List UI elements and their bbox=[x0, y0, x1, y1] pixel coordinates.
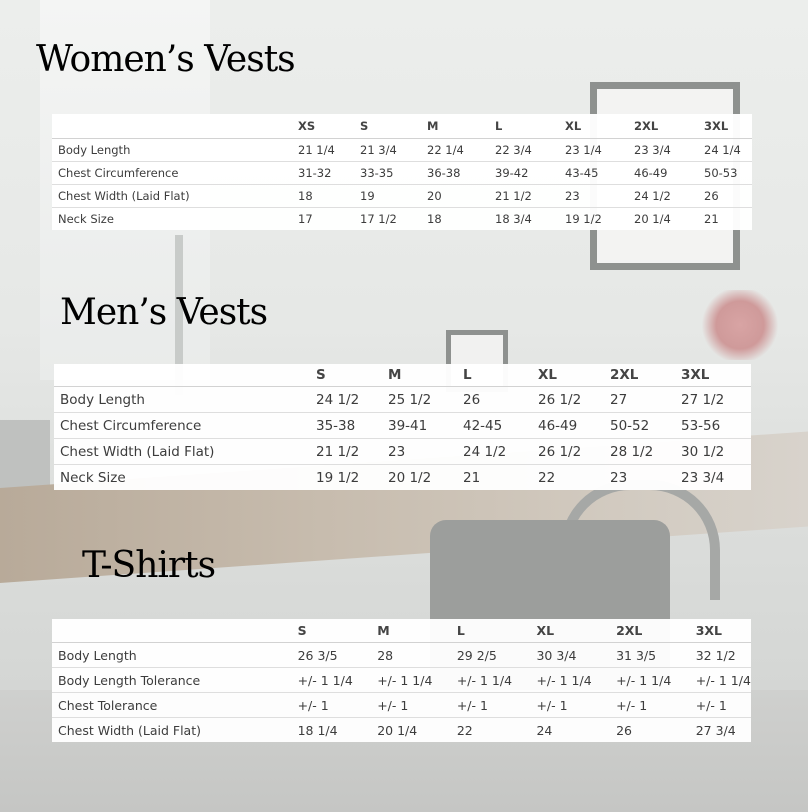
measurement-label: Neck Size bbox=[58, 212, 114, 226]
measurement-value: +/- 1 1/4 bbox=[377, 668, 457, 693]
measurement-value: 17 bbox=[298, 212, 313, 226]
measurement-value: 24 1/2 bbox=[634, 185, 704, 208]
size-header-3xl: 3XL bbox=[696, 619, 751, 643]
size-header-s: S bbox=[316, 364, 388, 387]
measurement-value: 24 bbox=[536, 722, 553, 738]
measurement-value: 27 1/2 bbox=[681, 387, 751, 413]
measurement-value: 20 1/4 bbox=[634, 212, 671, 226]
measurement-value: 39-41 bbox=[388, 413, 463, 439]
measurement-value: 23 3/4 bbox=[681, 469, 725, 486]
header-corner-cell bbox=[52, 114, 298, 139]
womens-vests-heading: Women’s Vests bbox=[36, 39, 295, 80]
measurement-value: 31-32 bbox=[298, 162, 360, 185]
measurement-value: 23 1/4 bbox=[565, 139, 634, 162]
measurement-value: 20 1/2 bbox=[388, 469, 432, 486]
measurement-value: 23 bbox=[388, 439, 463, 465]
measurement-value: 21 1/4 bbox=[298, 139, 360, 162]
mens-vests-size-table bbox=[54, 364, 751, 490]
measurement-value: 24 1/4 bbox=[704, 139, 752, 162]
measurement-value: 36-38 bbox=[427, 162, 495, 185]
size-header-s: S bbox=[298, 619, 378, 643]
table-row bbox=[54, 387, 751, 413]
measurement-value: 31 3/5 bbox=[616, 643, 696, 668]
measurement-value: 35-38 bbox=[316, 413, 388, 439]
measurement-value: 30 3/4 bbox=[536, 643, 616, 668]
measurement-value: +/- 1 1/4 bbox=[536, 668, 616, 693]
measurement-value: 27 3/4 bbox=[695, 722, 736, 738]
size-header-row bbox=[54, 364, 751, 387]
header-corner-cell bbox=[52, 619, 298, 643]
table-row bbox=[52, 643, 751, 668]
measurement-value: 26 bbox=[463, 387, 538, 413]
measurement-value: 28 bbox=[377, 643, 457, 668]
measurement-value: 23 bbox=[610, 469, 628, 486]
measurement-value: 46-49 bbox=[538, 413, 610, 439]
size-header-2xl: 2XL bbox=[616, 619, 696, 643]
measurement-value: +/- 1 1/4 bbox=[457, 668, 537, 693]
measurement-value: 50-53 bbox=[704, 162, 752, 185]
measurement-value: 46-49 bbox=[634, 162, 704, 185]
measurement-value: 23 3/4 bbox=[634, 139, 704, 162]
measurement-value: 22 1/4 bbox=[427, 139, 495, 162]
measurement-value: 23 bbox=[565, 185, 634, 208]
measurement-value: 27 bbox=[610, 387, 681, 413]
size-header-row bbox=[52, 114, 752, 139]
size-header-l: L bbox=[495, 114, 565, 139]
size-header-xl: XL bbox=[536, 619, 616, 643]
measurement-value: 19 bbox=[360, 185, 427, 208]
table-row bbox=[54, 465, 751, 491]
size-header-s: S bbox=[360, 114, 427, 139]
measurement-label: Chest Width (Laid Flat) bbox=[52, 185, 298, 208]
measurement-value: 21 bbox=[463, 469, 481, 486]
measurement-label: Body Length bbox=[52, 643, 298, 668]
size-header-row bbox=[52, 619, 751, 643]
measurement-value: 50-52 bbox=[610, 413, 681, 439]
measurement-label: Chest Circumference bbox=[54, 413, 316, 439]
measurement-value: +/- 1 1/4 bbox=[298, 668, 378, 693]
size-header-l: L bbox=[457, 619, 537, 643]
measurement-value: 18 3/4 bbox=[495, 212, 532, 226]
measurement-value: 28 1/2 bbox=[610, 439, 681, 465]
measurement-value: 39-42 bbox=[495, 162, 565, 185]
size-header-3xl: 3XL bbox=[681, 364, 751, 387]
measurement-value: 53-56 bbox=[681, 413, 751, 439]
measurement-value: 22 bbox=[538, 469, 556, 486]
measurement-value: 20 bbox=[427, 185, 495, 208]
measurement-value: 20 1/4 bbox=[377, 722, 418, 738]
size-header-xl: XL bbox=[565, 114, 634, 139]
measurement-value: 26 bbox=[704, 185, 752, 208]
tshirts-size-table bbox=[52, 619, 751, 742]
size-header-m: M bbox=[377, 619, 457, 643]
table-row bbox=[52, 693, 751, 718]
measurement-label: Chest Circumference bbox=[52, 162, 298, 185]
womens-vests-size-table bbox=[52, 114, 752, 230]
measurement-value: 21 bbox=[704, 212, 719, 226]
measurement-value: 18 bbox=[427, 212, 442, 226]
table-row bbox=[52, 668, 751, 693]
measurement-value: 17 1/2 bbox=[360, 212, 397, 226]
measurement-value: 42-45 bbox=[463, 413, 538, 439]
size-header-xl: XL bbox=[538, 364, 610, 387]
measurement-value: 29 2/5 bbox=[457, 643, 537, 668]
measurement-value: 21 3/4 bbox=[360, 139, 427, 162]
table-row bbox=[52, 208, 752, 231]
measurement-value: +/- 1 bbox=[616, 693, 696, 718]
table-row bbox=[52, 162, 752, 185]
header-corner-cell bbox=[54, 364, 316, 387]
measurement-value: 19 1/2 bbox=[565, 212, 602, 226]
measurement-value: +/- 1 1/4 bbox=[616, 668, 696, 693]
measurement-value: 30 1/2 bbox=[681, 439, 751, 465]
size-header-2xl: 2XL bbox=[634, 114, 704, 139]
measurement-value: 24 1/2 bbox=[316, 387, 388, 413]
size-header-l: L bbox=[463, 364, 538, 387]
measurement-value: 21 1/2 bbox=[316, 439, 388, 465]
measurement-value: 32 1/2 bbox=[696, 643, 751, 668]
table-row bbox=[52, 139, 752, 162]
measurement-value: +/- 1 bbox=[377, 693, 457, 718]
size-header-3xl: 3XL bbox=[704, 114, 752, 139]
measurement-label: Body Length Tolerance bbox=[52, 668, 298, 693]
measurement-value: 22 bbox=[456, 722, 473, 738]
measurement-value: 26 bbox=[616, 722, 632, 738]
measurement-value: +/- 1 bbox=[298, 693, 378, 718]
measurement-value: 26 1/2 bbox=[538, 439, 610, 465]
measurement-value: 33-35 bbox=[360, 162, 427, 185]
size-header-2xl: 2XL bbox=[610, 364, 681, 387]
table-row bbox=[52, 718, 751, 743]
measurement-value: 24 1/2 bbox=[463, 439, 538, 465]
size-header-xs: XS bbox=[298, 114, 360, 139]
measurement-label: Body Length bbox=[54, 387, 316, 413]
measurement-value: +/- 1 bbox=[696, 693, 751, 718]
measurement-value: +/- 1 bbox=[457, 693, 537, 718]
measurement-value: 26 1/2 bbox=[538, 387, 610, 413]
measurement-label: Chest Width (Laid Flat) bbox=[54, 439, 316, 465]
measurement-value: +/- 1 bbox=[536, 693, 616, 718]
tshirts-heading: T-Shirts bbox=[82, 545, 216, 586]
measurement-value: 43-45 bbox=[565, 162, 634, 185]
mens-vests-heading: Men’s Vests bbox=[60, 292, 268, 333]
measurement-label: Body Length bbox=[52, 139, 298, 162]
size-header-m: M bbox=[427, 114, 495, 139]
measurement-value: 19 1/2 bbox=[316, 469, 360, 486]
measurement-value: 18 bbox=[298, 185, 360, 208]
measurement-value: +/- 1 1/4 bbox=[696, 668, 751, 693]
flowering-plant bbox=[700, 290, 780, 360]
measurement-label: Neck Size bbox=[60, 469, 126, 486]
table-row bbox=[54, 413, 751, 439]
table-row bbox=[52, 185, 752, 208]
measurement-value: 21 1/2 bbox=[495, 185, 565, 208]
measurement-value: 26 3/5 bbox=[298, 643, 378, 668]
measurement-label: Chest Tolerance bbox=[52, 693, 298, 718]
size-header-m: M bbox=[388, 364, 463, 387]
measurement-value: 18 1/4 bbox=[297, 722, 338, 738]
measurement-value: 22 3/4 bbox=[495, 139, 565, 162]
measurement-value: 25 1/2 bbox=[388, 387, 463, 413]
measurement-label: Chest Width (Laid Flat) bbox=[58, 722, 201, 738]
table-row bbox=[54, 439, 751, 465]
